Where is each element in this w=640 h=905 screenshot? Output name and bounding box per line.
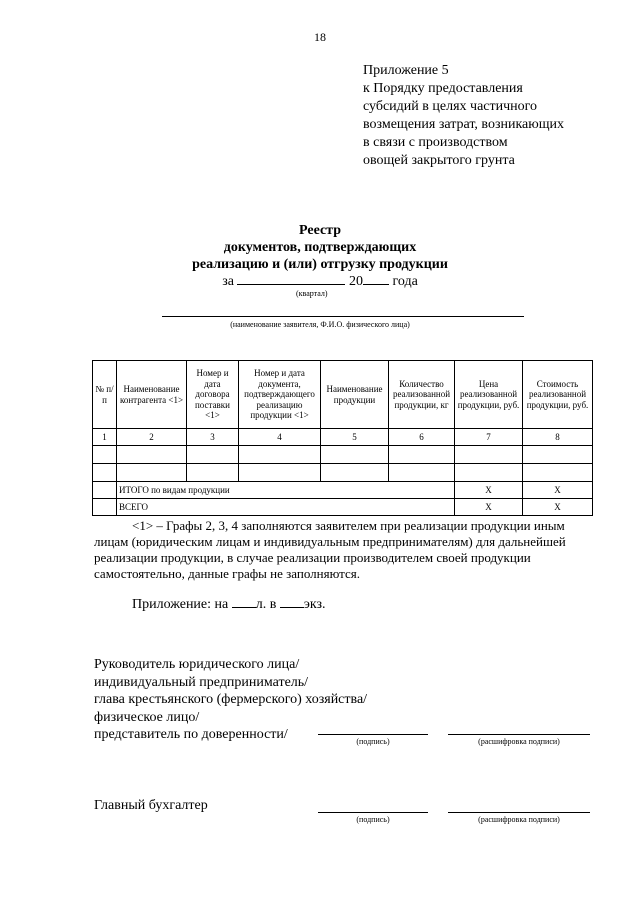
x-mark: X	[455, 499, 523, 516]
title-line: документов, подтверждающих	[223, 240, 417, 255]
signer-line: глава крестьянского (фермерского) хозяйства/	[94, 692, 368, 707]
header-cell: Номер и дата договора поставки <1>	[187, 361, 239, 429]
total-by-type-label: ИТОГО по видам продукции	[117, 482, 455, 499]
sheets-blank	[232, 595, 256, 608]
applicant-caption: (наименование заявителя, Ф.И.О. физического лица)	[230, 320, 410, 329]
copies-blank	[280, 595, 304, 608]
column-number: 2	[117, 429, 187, 446]
page-number: 18	[314, 30, 326, 44]
appendix-line: к Порядку предоставления	[363, 81, 523, 96]
attachment-middle: л. в	[255, 597, 277, 612]
applicant-line	[162, 316, 524, 317]
x-mark: X	[523, 499, 593, 516]
header-cell: Наименование продукции	[321, 361, 389, 429]
header-cell: Стоимость реализованной продукции, руб.	[523, 361, 593, 429]
transcript-caption: (расшифровка подписи)	[478, 737, 560, 746]
column-number: 6	[389, 429, 455, 446]
quarter-caption: (квартал)	[296, 289, 328, 298]
signature-line	[318, 734, 428, 735]
attachment-line	[132, 595, 326, 613]
column-number: 4	[239, 429, 321, 446]
appendix-line: в связи с производством	[363, 135, 508, 150]
signer-line: представитель по доверенности/	[94, 727, 288, 742]
signature-line	[318, 812, 428, 813]
period-suffix: года	[392, 274, 418, 289]
signer-block	[94, 656, 367, 744]
year-prefix: 20	[348, 274, 363, 289]
column-number: 1	[93, 429, 117, 446]
signature-caption: (подпись)	[356, 815, 390, 824]
attachment-suffix: экз.	[303, 597, 326, 612]
chief-accountant-label: Главный бухгалтер	[94, 798, 208, 813]
column-number: 5	[321, 429, 389, 446]
table-row	[93, 446, 593, 464]
appendix-line: Приложение 5	[363, 63, 449, 78]
total-all-label: ВСЕГО	[117, 499, 455, 516]
year-blank	[363, 272, 389, 285]
attachment-prefix: Приложение: на	[132, 597, 229, 612]
appendix-line: возмещения затрат, возникающих	[363, 117, 564, 132]
footnote	[94, 518, 594, 582]
transcript-line	[448, 734, 590, 735]
appendix-block	[363, 62, 603, 170]
document-title	[0, 222, 640, 273]
x-mark: X	[455, 482, 523, 499]
quarter-blank	[237, 272, 345, 285]
period-prefix: за	[222, 274, 234, 289]
column-number: 7	[455, 429, 523, 446]
total-all-row	[93, 499, 593, 516]
column-number: 3	[187, 429, 239, 446]
x-mark: X	[523, 482, 593, 499]
table-row	[93, 464, 593, 482]
appendix-line: овощей закрытого грунта	[363, 153, 515, 168]
signer-line: Руководитель юридического лица/	[94, 657, 300, 672]
appendix-line: субсидий в целях частичного	[363, 99, 538, 114]
signer-line: индивидуальный предприниматель/	[94, 674, 309, 690]
total-by-type-row	[93, 482, 593, 499]
title-line: Реестр	[298, 223, 341, 238]
transcript-line	[448, 812, 590, 813]
signature-caption: (подпись)	[356, 737, 390, 746]
header-cell: № п/п	[93, 361, 117, 429]
period-line	[0, 272, 640, 290]
title-line: реализацию и (или) отгрузку продукции	[192, 257, 448, 272]
header-cell: Количество реализованной продукции, кг	[389, 361, 455, 429]
header-cell: Номер и дата документа, подтверждающего реализацию продукции <1>	[239, 361, 321, 429]
table-header-row	[93, 361, 593, 429]
registry-table	[92, 360, 593, 516]
header-cell: Наименование контрагента <1>	[117, 361, 187, 429]
table-number-row	[93, 429, 593, 446]
signer-line: физическое лицо/	[94, 709, 200, 725]
footnote-text: <1> – Графы 2, 3, 4 заполняются заявителем при реализации продукции иным лицам (юридическим лицам и индивидуальным предпринимателям) для дальнейшей реализации продукции, в случае реализации производителем своей продукции самостоятельно, данные графы не заполняются.	[94, 518, 566, 581]
column-number: 8	[523, 429, 593, 446]
transcript-caption: (расшифровка подписи)	[478, 815, 560, 824]
header-cell: Цена реализованной продукции, руб.	[455, 361, 523, 429]
